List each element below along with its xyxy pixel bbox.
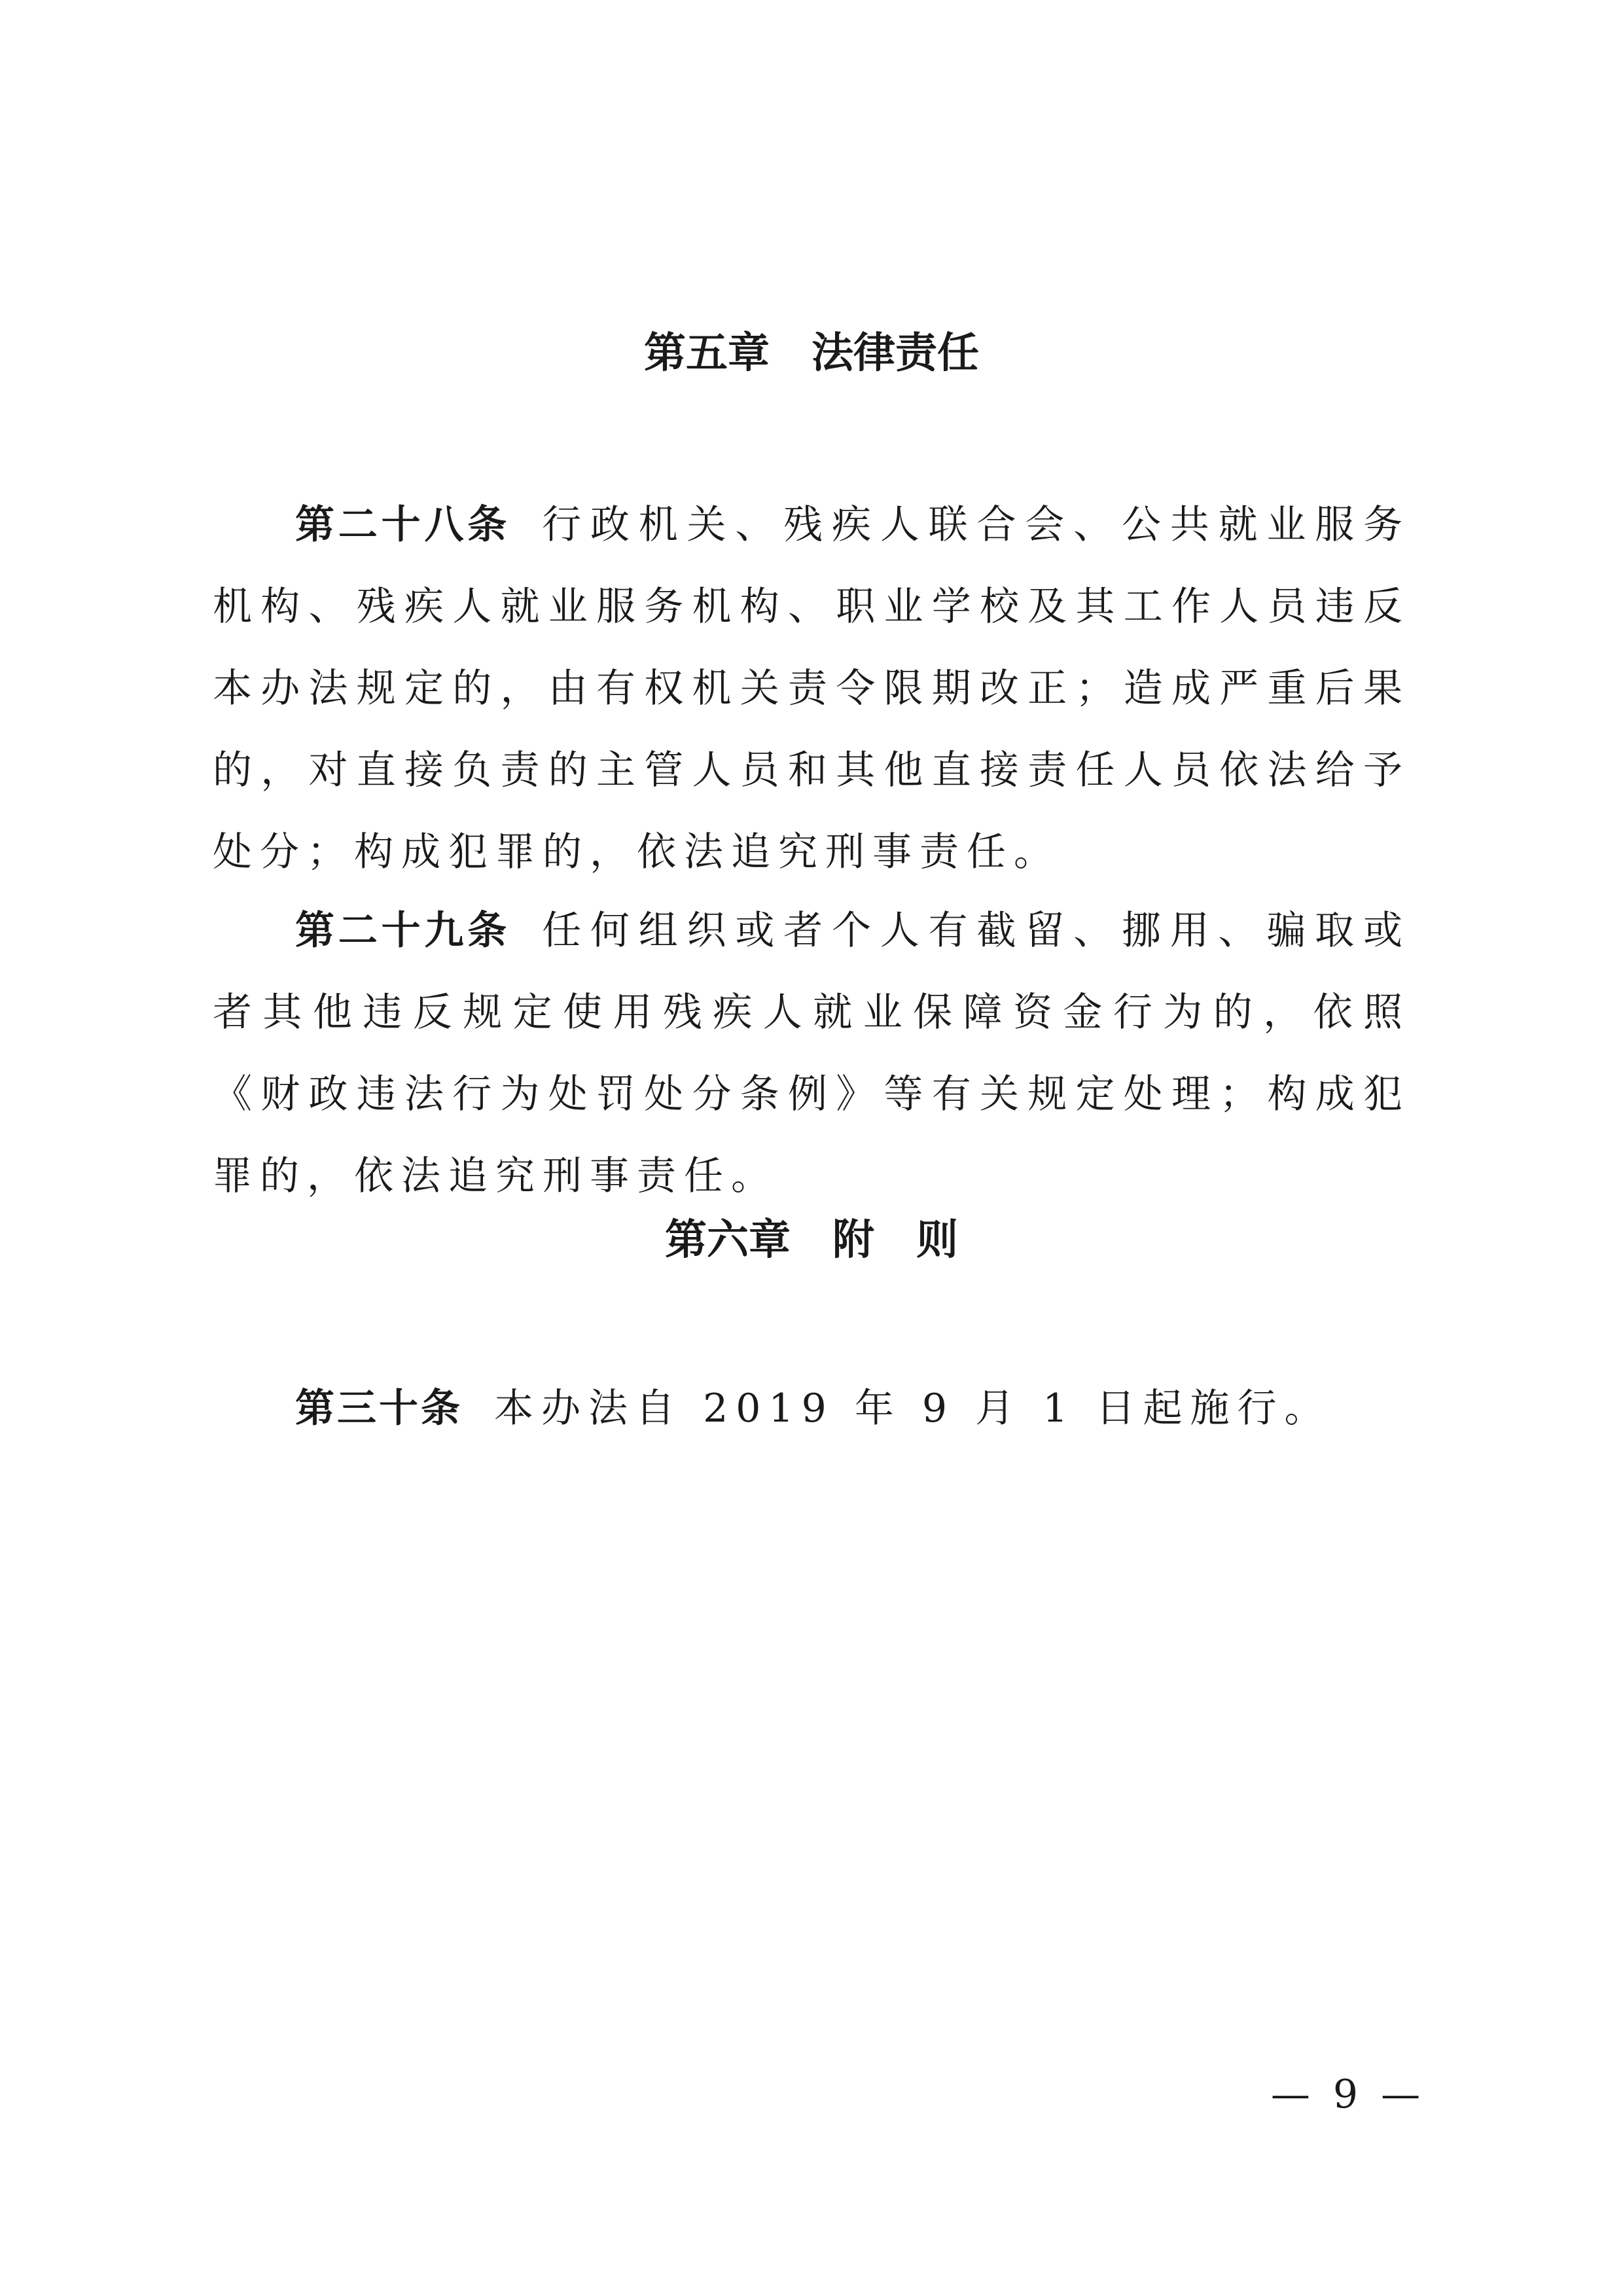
chapter-title: 附 则 (832, 1215, 958, 1265)
article-text: 任何组织或者个人有截留、挪用、骗取或者其他违反规定使用残疾人就业保障资金行为的，依照《财政违法行为处罚处分条例》等有关规定处理；构成犯罪的，依法追究刑事责任。 (213, 908, 1411, 1199)
page-number: — 9 — (1270, 2072, 1426, 2117)
article-number: 第二十九条 (295, 908, 511, 954)
chapter-label: 第六章 (665, 1215, 791, 1265)
article-30 (213, 1368, 1410, 1450)
chapter-heading-6 (0, 1214, 1623, 1266)
chapter-heading-5 (0, 327, 1623, 380)
article-29 (213, 890, 1410, 1217)
article-number: 第二十八条 (295, 502, 511, 548)
chapter-title: 法律责任 (812, 329, 979, 378)
chapter-label: 第五章 (644, 329, 770, 378)
article-text: 本办法自 2019 年 9 月 1 日起施行。 (494, 1386, 1332, 1431)
article-text: 行政机关、残疾人联合会、公共就业服务机构、残疾人就业服务机构、职业学校及其工作人员违反本办法规定的，由有权机关责令限期改正；造成严重后果的，对直接负责的主管人员和其他直接责任人员依法给予处分；构成犯罪的，依法追究刑事责任。 (213, 502, 1411, 875)
article-28 (213, 484, 1410, 893)
article-number: 第三十条 (295, 1386, 463, 1431)
